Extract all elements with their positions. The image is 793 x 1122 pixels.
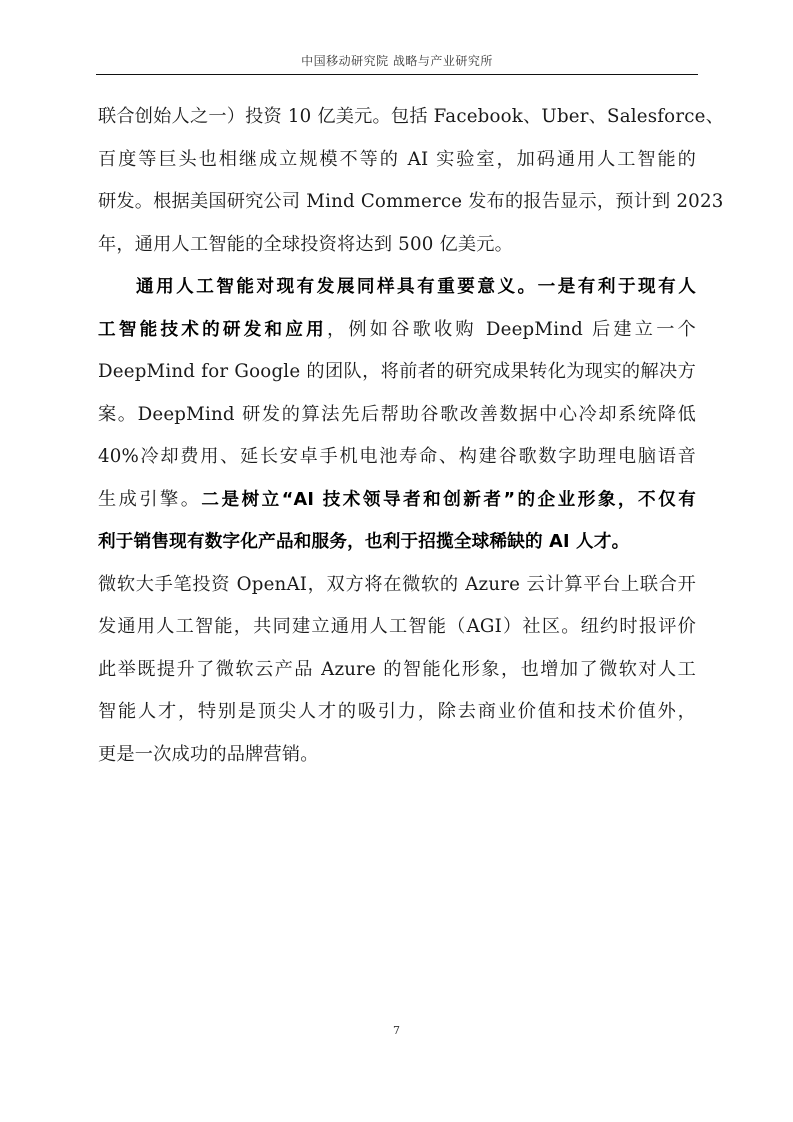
text-span: 联合创始人之一）投资 10 亿美元。包括 Facebook、Uber、Salesforce、	[98, 106, 724, 127]
bold-text: 工智能技术的研发和应用	[98, 319, 327, 340]
text-span: 此举既提升了微软云产品 Azure 的智能化形象，也增加了微软对人工	[98, 658, 696, 680]
bold-text: 通用人工智能对现有发展同样具有重要意义。一是有利于现有人	[136, 277, 696, 297]
text-line	[98, 441, 696, 484]
text-line	[98, 739, 696, 782]
text-line	[98, 611, 696, 654]
text-span: 生成引擎。	[98, 488, 202, 510]
text-span: 年，通用人工智能的全球投资将达到 500 亿美元。	[98, 233, 514, 255]
text-line	[98, 696, 696, 739]
bold-text: 二是树立“AI 技术领导者和创新者”的企业形象，不仅有	[201, 489, 696, 510]
text-span: ，例如谷歌收购 DeepMind 后建立一个	[326, 318, 696, 340]
text-span: 40%冷却费用、延长安卓手机电池寿命、构建谷歌数字助理电脑语音	[98, 446, 696, 467]
paragraph	[98, 271, 696, 781]
text-span: 百度等巨头也相继成立规模不等的 AI 实验室，加码通用人工智能的	[98, 148, 696, 170]
text-line	[98, 526, 696, 569]
body-text	[98, 101, 724, 781]
text-line	[98, 484, 696, 527]
header-divider	[96, 74, 698, 75]
text-line	[98, 399, 696, 442]
text-line	[98, 186, 724, 229]
text-span: 研发。根据美国研究公司 Mind Commerce 发布的报告显示，预计到 2023	[98, 191, 724, 212]
bold-text: 利于销售现有数字化产品和服务，也利于招揽全球稀缺的 AI 人才。	[98, 532, 630, 552]
text-line	[98, 569, 696, 612]
text-span: 更是一次成功的品牌营销。	[98, 743, 319, 765]
text-span: DeepMind for Google 的团队，将前者的研究成果转化为现实的解决方	[98, 361, 696, 382]
text-line	[98, 101, 724, 144]
text-span: 案。DeepMind 研发的算法先后帮助谷歌改善数据中心冷却系统降低	[98, 403, 696, 425]
page-number: 7	[393, 1024, 400, 1037]
text-line	[98, 314, 696, 357]
running-header: 中国移动研究院 战略与产业研究所	[301, 54, 493, 68]
text-line	[98, 229, 696, 272]
text-line	[98, 144, 696, 187]
text-line	[98, 654, 696, 697]
text-line	[98, 271, 696, 314]
paragraph	[98, 101, 724, 271]
text-span: 智能人才，特别是顶尖人才的吸引力，除去商业价值和技术价值外，	[98, 701, 696, 722]
text-span: 微软大手笔投资 OpenAI，双方将在微软的 Azure 云计算平台上联合开	[98, 573, 696, 595]
text-line	[98, 356, 696, 399]
text-span: 发通用人工智能，共同建立通用人工智能（AGI）社区。纽约时报评价	[98, 616, 696, 637]
